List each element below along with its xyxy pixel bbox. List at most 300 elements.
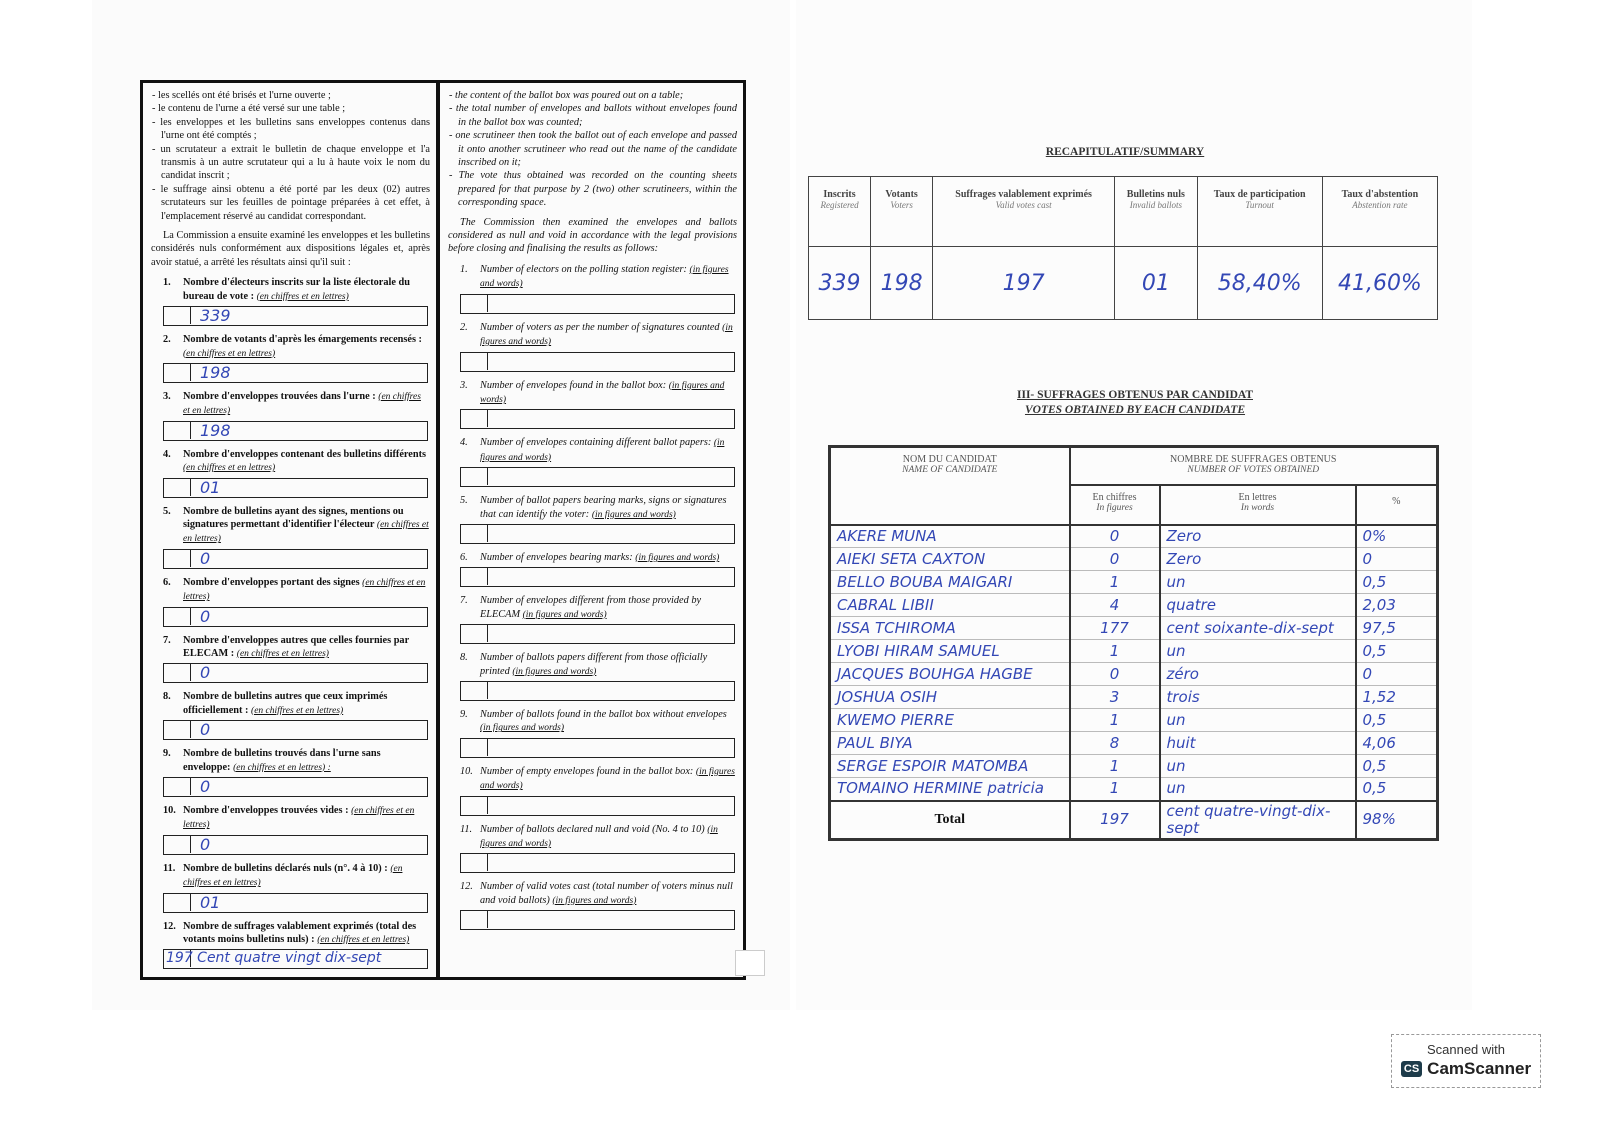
- bullet-text: the content of the ballot box was poured out on a table;: [455, 90, 684, 101]
- form-item-6: [151, 576, 430, 627]
- item-number: 11.: [460, 823, 473, 835]
- bullet-text: les scellés ont été brisés et l'urne ouverte ;: [158, 90, 331, 101]
- item-label: [163, 862, 430, 891]
- cell-pct: [1356, 732, 1438, 755]
- item-number: 6.: [460, 551, 468, 563]
- handwritten-name: AKERE MUNA: [837, 526, 937, 545]
- item-label: [163, 804, 430, 833]
- summary-value: 41,60%: [1337, 270, 1422, 296]
- form-item-4: [151, 448, 430, 498]
- form-item-9: [151, 747, 430, 797]
- item-number: 3.: [163, 390, 171, 402]
- handwritten-words: un: [1166, 756, 1186, 775]
- item-label: [460, 436, 737, 465]
- header-words-fr: En lettres: [1238, 491, 1277, 503]
- item-hint: (en chiffres et en lettres): [236, 648, 329, 659]
- item-number: 4.: [460, 437, 468, 449]
- answer-box[interactable]: [460, 624, 735, 644]
- summary-header-fr: Votants: [885, 189, 918, 200]
- item-label-text: Number of empty envelopes found in the ballot box:: [480, 765, 694, 777]
- summary-value: 01: [1141, 270, 1170, 296]
- answer-box[interactable]: [163, 893, 428, 913]
- cell-fig: [1070, 732, 1160, 755]
- item-number: 9.: [460, 708, 468, 720]
- header-name-en: NAME OF CANDIDATE: [902, 465, 998, 475]
- form-item-7: [151, 634, 430, 684]
- item-hint: (in figures and words): [635, 552, 720, 563]
- camscanner-watermark: [1391, 1034, 1541, 1088]
- form-item-2: [448, 321, 737, 372]
- item-label: [163, 920, 430, 948]
- item-number: 1.: [163, 277, 171, 289]
- item-label-text: Nombre de bulletins trouvés dans l'urne sans enveloppe:: [183, 748, 381, 773]
- summary-value: 58,40%: [1217, 270, 1302, 296]
- item-hint: (en chiffres et en lettres): [251, 705, 344, 716]
- item-number: 11.: [163, 862, 176, 874]
- handwritten-pct: 0: [1362, 664, 1373, 683]
- handwritten-name: JACQUES BOUHGA HAGBE: [837, 664, 1033, 683]
- cell-fig: [1070, 755, 1160, 778]
- handwritten-words: huit: [1166, 733, 1196, 752]
- bullet-text: les enveloppes et les bulletins sans enveloppes contenus dans l'urne ont été comptés ;: [160, 116, 430, 142]
- item-label-text: Nombre de bulletins autres que ceux imprimés officiellement :: [183, 691, 388, 716]
- form-item-11: [151, 862, 430, 913]
- cell-words: [1160, 617, 1356, 640]
- handwritten-pct: 4,06: [1362, 733, 1396, 752]
- header-votes-fr: NOMBRE DE SUFFRAGES OBTENUS: [1170, 454, 1337, 465]
- header-name: [830, 447, 1070, 525]
- answer-box[interactable]: [460, 796, 735, 816]
- item-hint: (en chiffres et en lettres): [183, 391, 421, 417]
- handwritten-name: PAUL BIYA: [837, 733, 913, 752]
- item-hint: (en chiffres et en lettres): [183, 463, 276, 474]
- item-label: [163, 505, 430, 547]
- item-label: [163, 747, 430, 775]
- summary-header-4: [1197, 177, 1322, 247]
- cell-fig: [1070, 525, 1160, 548]
- answer-box[interactable]: [163, 720, 428, 740]
- cell-fig: [1070, 663, 1160, 686]
- cell-words: [1160, 732, 1356, 755]
- handwritten-words: un: [1166, 641, 1186, 660]
- form-item-3: [151, 390, 430, 441]
- intro-bullet: - The vote thus obtained was recorded on the counting sheets prepared for that purpose by 2 (two) other scrutineers, within the corresponding space.: [449, 170, 737, 209]
- cell-fig: [1070, 548, 1160, 571]
- candidate-row: [830, 709, 1438, 732]
- item-hint: (in figures and words): [522, 609, 607, 620]
- summary-header-en: Voters: [890, 200, 913, 210]
- header-figures: [1070, 485, 1160, 525]
- handwritten-words: un: [1166, 710, 1186, 729]
- cell-pct: [1356, 548, 1438, 571]
- handwritten-value: 0: [200, 663, 211, 683]
- handwritten-name: AIEKI SETA CAXTON: [837, 549, 986, 568]
- cell-name: [830, 548, 1070, 571]
- header-figures-en: In figures: [1096, 502, 1133, 513]
- intro-bullet: - le suffrage ainsi obtenu a été porté par les deux (02) autres scrutateurs sur les feuilles de pointage préparées à cet effet, à l'emplacement réservé au candidat correspondant.: [152, 183, 430, 222]
- answer-box[interactable]: [163, 421, 428, 441]
- item-label: [163, 390, 430, 419]
- item-label: [460, 263, 737, 292]
- item-label: [460, 823, 737, 852]
- cell-words: [1160, 801, 1356, 840]
- item-label-text: Number of envelopes bearing marks:: [480, 551, 633, 563]
- handwritten-fig: 1: [1109, 641, 1120, 660]
- answer-box[interactable]: [460, 681, 735, 701]
- form-item-3: [448, 379, 737, 430]
- item-number: 7.: [163, 634, 171, 646]
- answer-box[interactable]: [163, 478, 428, 498]
- handwritten-fig: 1: [1109, 779, 1120, 798]
- answer-box[interactable]: [460, 294, 735, 314]
- cell-words: [1160, 594, 1356, 617]
- item-label: [460, 494, 737, 522]
- handwritten-pct: 0: [1362, 549, 1373, 568]
- handwritten-fig: 0: [1109, 526, 1120, 545]
- item-hint: (in figures and words): [480, 824, 718, 849]
- intro-bullet: - le contenu de l'urne a été versé sur une table ;: [152, 103, 346, 115]
- item-hint: (in figures and words): [480, 438, 725, 463]
- handwritten-words: Zero: [1166, 526, 1202, 545]
- handwritten-fig: 1: [1109, 756, 1120, 775]
- handwritten-value: 0: [200, 548, 211, 568]
- summary-value-cell: [871, 247, 933, 320]
- intro-bullet: - the total number of envelopes and ballots without envelopes found in the ballot box was counted;: [449, 103, 737, 128]
- handwritten-pct: 2,03: [1362, 595, 1396, 614]
- handwritten-value: 0: [200, 606, 211, 626]
- handwritten-fig: 3: [1109, 687, 1120, 706]
- cell-pct: [1356, 755, 1438, 778]
- handwritten-value: 0: [200, 834, 211, 854]
- item-label: [163, 576, 430, 605]
- item-label: [460, 379, 737, 408]
- item-label-text: Number of ballots found in the ballot box without envelopes: [480, 708, 727, 720]
- handwritten-fig: 177: [1100, 618, 1129, 637]
- cell-words: [1160, 640, 1356, 663]
- intro-paragraph: La Commission a ensuite examiné les enveloppes et les bulletins considérés nuls conformément aux dispositions légales et, après avoir statué, a arrêté les résultats ainsi qu'il suit :: [151, 230, 430, 268]
- item-number: 2.: [163, 334, 171, 346]
- form-item-1: [151, 276, 430, 326]
- item-number: 3.: [460, 379, 468, 391]
- cell-pct: [1356, 663, 1438, 686]
- cell-words: [1160, 571, 1356, 594]
- answer-box[interactable]: [163, 663, 428, 683]
- summary-header-1: [871, 177, 933, 247]
- cell-words: [1160, 548, 1356, 571]
- handwritten-pct: 0,5: [1362, 641, 1387, 660]
- item-number: 6.: [163, 576, 171, 588]
- item-label-text: Nombre d'électeurs inscrits sur la liste électorale du bureau de vote :: [183, 277, 410, 302]
- intro-bullet: - les scellés ont été brisés et l'urne ouverte ;: [152, 90, 331, 101]
- form-item-9: [448, 708, 737, 758]
- item-hint: (in figures and words): [480, 766, 735, 792]
- answer-box[interactable]: [460, 467, 735, 487]
- summary-header-en: Registered: [820, 200, 859, 210]
- cell-pct: [1356, 617, 1438, 640]
- item-label-text: Number of ballots papers different from those officially printed: [480, 652, 708, 677]
- item-hint: (en chiffres et en lettres): [183, 863, 403, 889]
- summary-value: 197: [1002, 270, 1045, 296]
- item-label: [460, 708, 737, 736]
- summary-value-cell: [1197, 247, 1322, 320]
- counting-report-form: [140, 80, 746, 980]
- item-hint: (en chiffres et en lettres): [183, 348, 276, 359]
- header-percent: %: [1356, 485, 1438, 525]
- answer-box[interactable]: [163, 607, 428, 627]
- summary-header-fr: Inscrits: [823, 189, 856, 200]
- candidate-row: [830, 778, 1438, 801]
- item-label-text: Nombre de votants d'après les émargements recensés :: [183, 334, 422, 346]
- handwritten-words: cent soixante-dix-sept: [1166, 618, 1334, 637]
- item-hint: (in figures and words): [480, 322, 733, 348]
- form-item-4: [448, 436, 737, 487]
- item-hint: (en chiffres et en lettres): [183, 806, 415, 831]
- cell-pct: [1356, 640, 1438, 663]
- cell-words: [1160, 778, 1356, 801]
- handwritten-words: quatre: [1166, 595, 1216, 614]
- item-label: [460, 551, 737, 565]
- summary-header-fr: Taux d'abstention: [1341, 189, 1419, 200]
- summary-header-5: [1322, 177, 1437, 247]
- cell-pct: [1356, 686, 1438, 709]
- french-column: [143, 83, 436, 977]
- item-number: 5.: [460, 495, 468, 507]
- candidate-row: [830, 755, 1438, 778]
- cell-name: [830, 732, 1070, 755]
- item-label: [163, 634, 430, 662]
- candidate-row: [830, 663, 1438, 686]
- answer-box[interactable]: [163, 363, 428, 383]
- bullet-text: le suffrage ainsi obtenu a été porté par les deux (02) autres scrutateurs sur les feuilles de pointage préparées à cet effet, à l'emplacement réservé au candidat correspondant.: [160, 183, 430, 222]
- form-item-5: [151, 505, 430, 569]
- item-label-text: Nombre de bulletins déclarés nuls (n°. 4 à 10) :: [183, 862, 388, 874]
- summary-header-fr: Taux de participation: [1213, 189, 1306, 200]
- answer-box[interactable]: [163, 306, 428, 326]
- summary-value: 198: [880, 270, 923, 296]
- header-votes: [1070, 447, 1438, 485]
- cell-words: [1160, 709, 1356, 732]
- handwritten-value: 197 Cent quatre vingt dix-sept: [166, 950, 382, 967]
- item-number: 12.: [163, 920, 176, 932]
- bullet-text: le contenu de l'urne a été versé sur une table ;: [158, 103, 346, 115]
- bullet-text: one scrutineer then took the ballot out of each envelope and passed it onto another scrutineer who read out the name of the candidate inscribed on it;: [455, 130, 737, 169]
- handwritten-value: 01: [200, 892, 221, 912]
- item-label: [460, 321, 737, 350]
- item-label-text: Number of envelopes found in the ballot box:: [480, 379, 667, 391]
- cell-name: [830, 617, 1070, 640]
- candidates-title-en: VOTES OBTAINED BY EACH CANDIDATE: [1024, 404, 1246, 416]
- item-label-text: Number of ballot papers bearing marks, signs or signatures that can identify the voter:: [480, 495, 727, 520]
- handwritten-name: SERGE ESPOIR MATOMBA: [837, 756, 1029, 775]
- cell-words: [1160, 755, 1356, 778]
- item-label: [460, 765, 737, 794]
- form-item-12: [151, 920, 430, 970]
- item-number: 8.: [460, 652, 468, 664]
- item-label-text: Number of ballots declared null and void (No. 4 to 10): [480, 823, 705, 835]
- cell-name: [830, 686, 1070, 709]
- cell-name: [830, 778, 1070, 801]
- item-label: [163, 276, 430, 304]
- handwritten-pct: 0%: [1362, 526, 1387, 545]
- summary-value-cell: [809, 247, 871, 320]
- item-hint: (en chiffres et en lettres): [183, 519, 429, 545]
- form-item-1: [448, 263, 737, 314]
- watermark-brand: CamScanner: [1427, 1059, 1532, 1078]
- item-number: 10.: [460, 765, 473, 777]
- candidate-row: [830, 571, 1438, 594]
- form-item-2: [151, 333, 430, 383]
- intro-bullet: - the content of the ballot box was poured out on a table;: [449, 90, 684, 101]
- form-item-5: [448, 494, 737, 544]
- item-number: 8.: [163, 691, 171, 703]
- candidate-row: [830, 548, 1438, 571]
- item-label: [460, 880, 737, 908]
- summary-header-en: Abstention rate: [1352, 200, 1408, 210]
- candidate-row: [830, 640, 1438, 663]
- handwritten-pct: 98%: [1362, 810, 1396, 828]
- form-item-7: [448, 594, 737, 644]
- cell-fig: [1070, 686, 1160, 709]
- cell-fig: [1070, 640, 1160, 663]
- handwritten-pct: 97,5: [1362, 618, 1396, 637]
- handwritten-name: JOSHUA OSIH: [837, 687, 938, 706]
- item-label-text: Nombre d'enveloppes trouvées dans l'urne :: [183, 390, 376, 402]
- summary-header-3: [1115, 177, 1197, 247]
- item-number: 7.: [460, 595, 468, 607]
- handwritten-name: TOMAINO HERMINE patricia: [837, 779, 1044, 798]
- answer-box[interactable]: [460, 352, 735, 372]
- intro-bullet: - one scrutineer then took the ballot out of each envelope and passed it onto another scrutineer who read out the name of the candidate inscribed on it;: [449, 130, 737, 169]
- handwritten-name: CABRAL LIBII: [837, 595, 934, 614]
- summary-header-fr: Bulletins nuls: [1126, 189, 1185, 200]
- cell-words: [1160, 663, 1356, 686]
- item-label-text: Nombre d'enveloppes portant des signes: [183, 576, 360, 588]
- answer-box[interactable]: [460, 524, 735, 544]
- bullet-text: The vote thus obtained was recorded on the counting sheets prepared for that purpose by 2 (two) other scrutineers, within the corresponding space.: [458, 170, 737, 209]
- handwritten-words: Zero: [1166, 549, 1202, 568]
- header-name-fr: NOM DU CANDIDAT: [902, 454, 997, 465]
- handwritten-fig: 0: [1109, 549, 1120, 568]
- handwritten-words: trois: [1166, 687, 1200, 706]
- answer-box[interactable]: [460, 853, 735, 873]
- cell-fig: [1070, 778, 1160, 801]
- cell-fig: [1070, 617, 1160, 640]
- handwritten-value: 0: [200, 777, 211, 796]
- answer-box[interactable]: [163, 835, 428, 855]
- cell-pct: [1356, 709, 1438, 732]
- item-number: 5.: [163, 505, 171, 517]
- handwritten-value: 198: [200, 362, 231, 382]
- handwritten-pct: 0,5: [1362, 710, 1387, 729]
- summary-table: [808, 176, 1438, 320]
- answer-box[interactable]: [163, 777, 428, 797]
- item-label-text: Number of envelopes containing different ballot papers:: [480, 437, 712, 449]
- item-number: 9.: [163, 748, 171, 760]
- answer-box[interactable]: [163, 549, 428, 569]
- bullet-text: un scrutateur a extrait le bulletin de chaque enveloppe et l'a transmis à un autre scrutateur qui a lu à haute voix le nom du candidat inscrit ;: [160, 143, 430, 182]
- answer-box[interactable]: [163, 949, 428, 969]
- handwritten-fig: 1: [1109, 710, 1120, 729]
- item-hint: (in figures and words): [591, 509, 676, 520]
- summary-header-2: [933, 177, 1115, 247]
- handwritten-fig: 8: [1109, 733, 1120, 752]
- handwritten-name: BELLO BOUBA MAIGARI: [837, 572, 1013, 591]
- cell-pct: [1356, 801, 1438, 840]
- answer-box[interactable]: [460, 910, 735, 930]
- candidate-row: [830, 686, 1438, 709]
- item-label-text: Nombre d'enveloppes trouvées vides :: [183, 805, 349, 816]
- cell-name: [830, 801, 1070, 840]
- handwritten-words: un: [1166, 572, 1186, 591]
- cell-pct: [1356, 525, 1438, 548]
- cell-name: [830, 640, 1070, 663]
- item-label-text: Nombre d'enveloppes contenant des bulletins différents: [183, 448, 427, 460]
- answer-box[interactable]: [460, 567, 735, 587]
- total-row: [830, 801, 1438, 840]
- item-label-text: Nombre d'enveloppes autres que celles fournies par ELECAM :: [183, 634, 409, 659]
- item-hint: (en chiffres et en lettres) :: [233, 762, 331, 773]
- watermark-line1: Scanned with: [1426, 1042, 1506, 1057]
- handwritten-pct: 0,5: [1362, 779, 1387, 798]
- cell-name: [830, 571, 1070, 594]
- item-hint: (en chiffres et en lettres): [317, 935, 410, 946]
- item-number: 2.: [460, 321, 468, 333]
- header-words: [1160, 485, 1356, 525]
- camscanner-logo-icon: CS: [1401, 1061, 1422, 1077]
- summary-title: RECAPITULATIF/SUMMARY: [1045, 146, 1205, 158]
- english-column: [440, 83, 743, 977]
- form-item-8: [151, 690, 430, 740]
- candidates-title: [960, 388, 1310, 418]
- handwritten-pct: 0,5: [1362, 572, 1387, 591]
- candidate-row: [830, 732, 1438, 755]
- form-item-12: [448, 880, 737, 930]
- candidates-table: [828, 445, 1439, 841]
- summary-header-en: Valid votes cast: [995, 200, 1052, 210]
- form-item-8: [448, 651, 737, 701]
- handwritten-name: KWEMO PIERRE: [837, 710, 954, 729]
- item-hint: (in figures and words): [552, 895, 637, 906]
- answer-box[interactable]: [460, 409, 735, 429]
- cell-words: [1160, 686, 1356, 709]
- item-label-text: Number of valid votes cast (total number of voters minus null and void ballots): [480, 881, 733, 906]
- form-item-10: [448, 765, 737, 816]
- summary-value-cell: [933, 247, 1115, 320]
- item-label: [460, 594, 737, 622]
- handwritten-name: LYOBI HIRAM SAMUEL: [837, 641, 1000, 660]
- cell-fig: [1070, 801, 1160, 840]
- cell-pct: [1356, 594, 1438, 617]
- answer-box[interactable]: [460, 738, 735, 758]
- bullet-text: the total number of envelopes and ballots without envelopes found in the ballot box was counted;: [455, 103, 737, 128]
- intro-bullet: - les enveloppes et les bulletins sans enveloppes contenus dans l'urne ont été comptés ;: [152, 116, 430, 142]
- handwritten-value: 339: [200, 306, 231, 326]
- summary-header-0: [809, 177, 871, 247]
- cell-name: [830, 594, 1070, 617]
- item-label-text: Nombre de suffrages valablement exprimés (total des votants moins bulletins nuls) :: [183, 920, 417, 946]
- cell-fig: [1070, 571, 1160, 594]
- cell-name: [830, 525, 1070, 548]
- cell-pct: [1356, 778, 1438, 801]
- cell-name: [830, 755, 1070, 778]
- item-number: 10.: [163, 805, 176, 816]
- header-words-en: In words: [1240, 502, 1275, 513]
- candidate-row: [830, 594, 1438, 617]
- item-label-text: Nombre de bulletins ayant des signes, mentions ou signatures permettant d'identifier l'électeur: [183, 505, 404, 530]
- cell-fig: [1070, 594, 1160, 617]
- handwritten-fig: 0: [1109, 664, 1120, 683]
- item-number: 12.: [460, 881, 473, 893]
